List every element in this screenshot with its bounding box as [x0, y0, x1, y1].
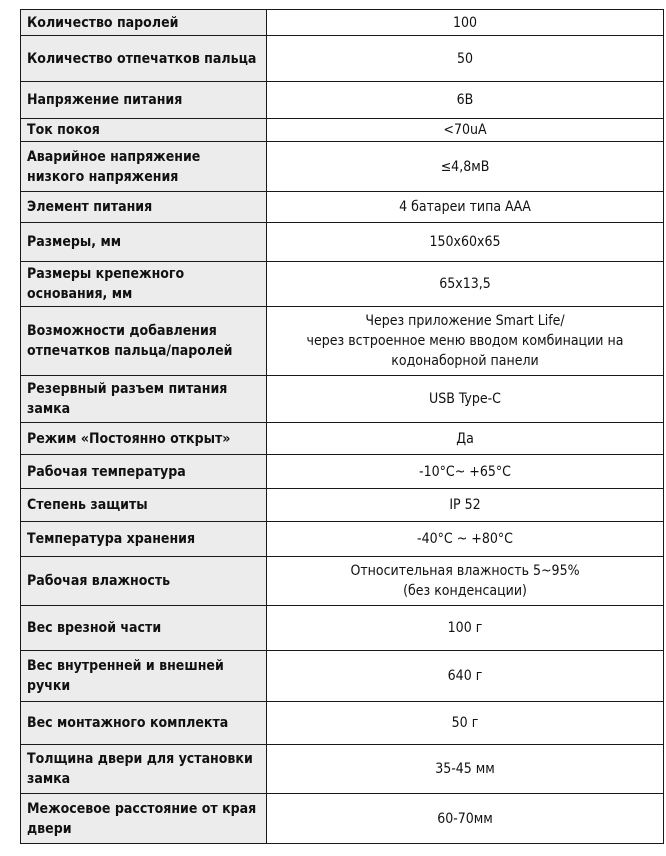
spec-value: 50 г [267, 702, 664, 745]
spec-row [21, 651, 664, 702]
spec-value: 65x13,5 [267, 262, 664, 307]
spec-row [21, 142, 664, 192]
spec-value: -10°C~ +65°C [267, 455, 664, 489]
spec-label: Возможности добавления отпечатков пальца/паролей [21, 307, 267, 376]
spec-label: Резервный разъем питания замка [21, 376, 267, 423]
spec-label: Вес внутренней и внешней ручки [21, 651, 267, 702]
spec-label: Вес врезной части [21, 606, 267, 651]
spec-row [21, 522, 664, 557]
spec-value: 4 батареи типа ААА [267, 192, 664, 223]
spec-value: 60-70мм [267, 794, 664, 844]
spec-row [21, 36, 664, 82]
spec-value: -40°C ~ +80°C [267, 522, 664, 557]
spec-label: Аварийное напряжение низкого напряжения [21, 142, 267, 192]
spec-value: 100 г [267, 606, 664, 651]
spec-value: ≤4,8мВ [267, 142, 664, 192]
spec-label: Межосевое расстояние от края двери [21, 794, 267, 844]
spec-row [21, 10, 664, 36]
spec-row [21, 423, 664, 455]
spec-row [21, 192, 664, 223]
spec-label: Элемент питания [21, 192, 267, 223]
spec-row [21, 489, 664, 522]
spec-value: Да [267, 423, 664, 455]
specs-table [20, 9, 664, 844]
spec-label: Толщина двери для установки замка [21, 745, 267, 794]
spec-value: Относительная влажность 5~95% (без конденсации) [267, 557, 664, 606]
spec-row [21, 455, 664, 489]
spec-label: Количество паролей [21, 10, 267, 36]
spec-value: 150x60x65 [267, 223, 664, 262]
spec-label: Рабочая температура [21, 455, 267, 489]
spec-row [21, 262, 664, 307]
spec-label: Размеры, мм [21, 223, 267, 262]
spec-label: Напряжение питания [21, 82, 267, 119]
spec-value: 640 г [267, 651, 664, 702]
spec-label: Режим «Постоянно открыт» [21, 423, 267, 455]
spec-row [21, 82, 664, 119]
spec-row [21, 606, 664, 651]
spec-label: Степень защиты [21, 489, 267, 522]
spec-label: Вес монтажного комплекта [21, 702, 267, 745]
spec-value: <70uA [267, 119, 664, 142]
spec-label: Размеры крепежного основания, мм [21, 262, 267, 307]
spec-label: Температура хранения [21, 522, 267, 557]
spec-row [21, 794, 664, 844]
spec-value: 35-45 мм [267, 745, 664, 794]
spec-row [21, 745, 664, 794]
spec-value: Через приложение Smart Life/ через встроенное меню вводом комбинации на кодонаборной панели [267, 307, 664, 376]
spec-row [21, 557, 664, 606]
spec-value: IP 52 [267, 489, 664, 522]
spec-label: Количество отпечатков пальца [21, 36, 267, 82]
spec-row [21, 119, 664, 142]
spec-label: Рабочая влажность [21, 557, 267, 606]
spec-row [21, 223, 664, 262]
spec-value: 50 [267, 36, 664, 82]
spec-label: Ток покоя [21, 119, 267, 142]
spec-row [21, 376, 664, 423]
spec-row [21, 307, 664, 376]
spec-value: 6В [267, 82, 664, 119]
spec-value: 100 [267, 10, 664, 36]
spec-value: USB Type-C [267, 376, 664, 423]
spec-row [21, 702, 664, 745]
